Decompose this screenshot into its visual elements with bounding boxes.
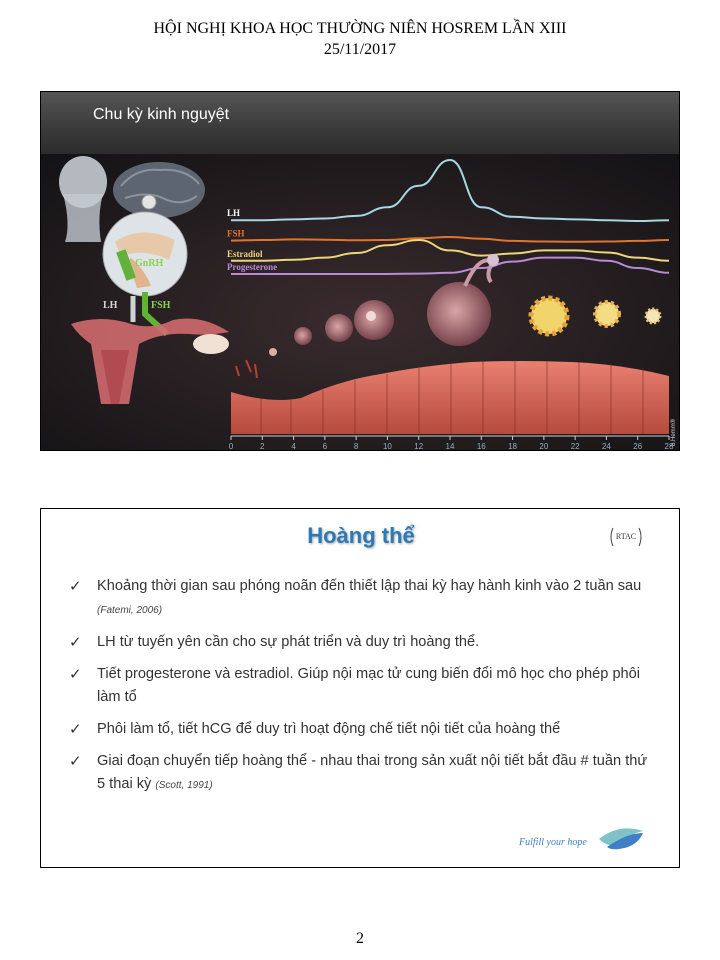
x-tick-label: 28 <box>664 442 674 451</box>
bullet-item <box>69 575 659 622</box>
document-header <box>0 18 720 60</box>
lh-pituitary-label: LH <box>103 300 118 311</box>
x-tick-label: 26 <box>633 442 643 451</box>
x-tick-label: 22 <box>570 442 580 451</box>
rtac-logo-text: RTAC <box>615 532 637 541</box>
slide-title: Chu kỳ kinh nguyệt <box>93 106 230 123</box>
conference-date: 25/11/2017 <box>323 41 397 58</box>
x-tick-label: 2 <box>260 442 265 451</box>
checkmark-icon: ✓ <box>69 578 82 595</box>
series-label-fsh: FSH <box>227 228 245 239</box>
conference-title: HỘI NGHỊ KHOA HỌC THƯỜNG NIÊN HOSREM LẦN XIII <box>153 20 567 37</box>
slide-title: Hoàng thể <box>307 523 415 548</box>
rtac-logo <box>609 525 643 549</box>
menstrual-cycle-figure <box>41 154 680 451</box>
illustrator-credit: b.Hemm® <box>671 418 677 446</box>
bullet-item <box>69 750 659 797</box>
slide-title-bar <box>41 92 680 154</box>
fsh-pituitary-label: FSH <box>151 300 171 311</box>
checkmark-icon: ✓ <box>69 721 82 738</box>
x-tick-label: 14 <box>445 442 455 451</box>
gnrh-label: GnRH <box>135 258 164 269</box>
leaf-logo-icon <box>597 825 645 851</box>
slide-corpus-luteum <box>40 508 680 868</box>
x-tick-label: 6 <box>322 442 328 451</box>
x-tick-label: 18 <box>508 442 518 451</box>
checkmark-icon: ✓ <box>69 634 82 651</box>
tagline: Fulfill your hope <box>519 837 587 848</box>
bullet-text: Phôi làm tổ, tiết hCG để duy trì hoạt động chế tiết nội tiết của hoàng thể <box>97 721 561 737</box>
checkmark-icon: ✓ <box>69 753 82 770</box>
bullet-text: LH từ tuyến yên cần cho sự phát triển và duy trì hoàng thể. <box>97 634 480 650</box>
bullet-item <box>69 663 659 709</box>
citation: (Fatemi, 2006) <box>97 605 163 616</box>
bullet-item <box>69 631 659 654</box>
brain-illustration <box>113 162 205 218</box>
slide-menstrual-cycle <box>40 91 680 451</box>
x-tick-label: 8 <box>353 442 359 451</box>
x-tick-label: 12 <box>414 442 424 451</box>
x-tick-label: 24 <box>601 442 611 451</box>
x-tick-label: 4 <box>291 442 296 451</box>
series-label-progesterone: Progesterone <box>227 262 278 272</box>
bullet-text: Khoảng thời gian sau phóng noãn đến thiết lập thai kỳ hay hành kinh vào 2 tuần sau <box>97 578 642 594</box>
citation: (Scott, 1991) <box>155 780 213 791</box>
x-tick-label: 16 <box>476 442 486 451</box>
bullet-text: Tiết progesterone và estradiol. Giúp nội mạc tử cung biến đổi mô học cho phép phôi làm tổ <box>97 666 641 705</box>
x-tick-label: 20 <box>539 442 549 451</box>
series-label-estradiol: Estradiol <box>227 248 263 259</box>
x-tick-label: 10 <box>382 442 392 451</box>
bullet-text: Giai đoạn chuyển tiếp hoàng thể - nhau thai trong sản xuất nội tiết bắt đầu # tuần thứ 5 thai kỳ <box>97 753 648 792</box>
x-tick-label: 0 <box>228 442 234 451</box>
bullet-item <box>69 718 659 741</box>
checkmark-icon: ✓ <box>69 666 82 683</box>
pituitary-magnified-view <box>103 212 187 296</box>
page-number: 2 <box>356 930 364 947</box>
series-label-lh: LH <box>227 208 241 219</box>
bullet-list <box>69 575 659 806</box>
